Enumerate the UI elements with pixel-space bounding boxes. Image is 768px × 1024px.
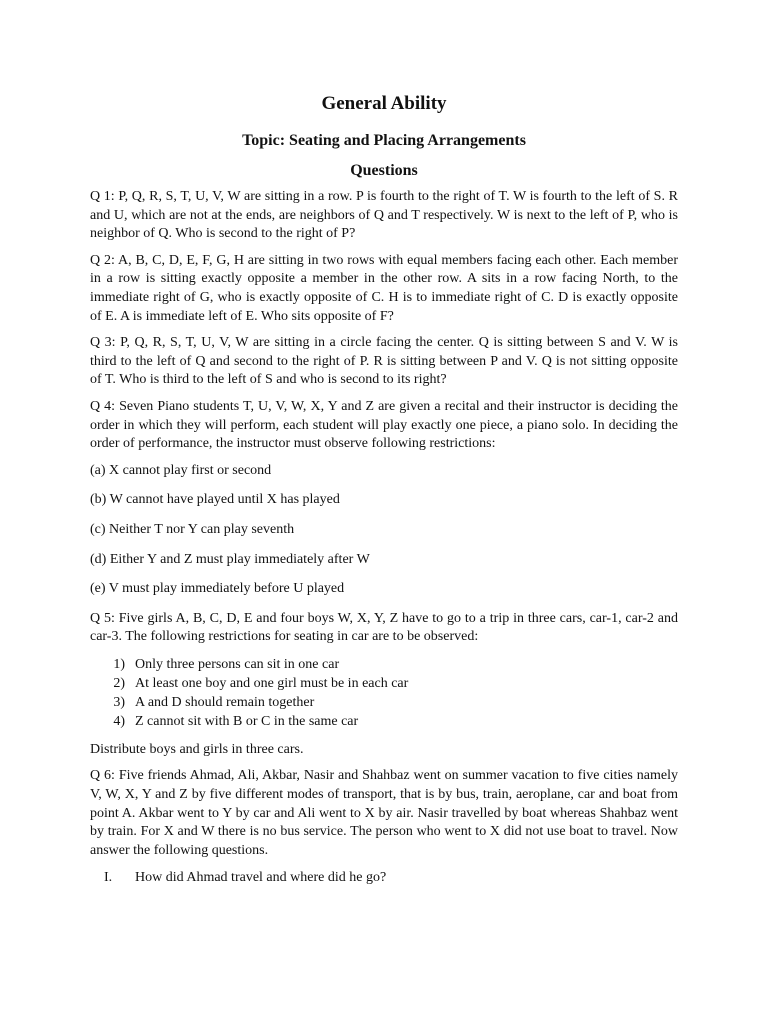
list-item-text: At least one boy and one girl must be in each car (135, 675, 409, 691)
question-6: Q 6: Five friends Ahmad, Ali, Akbar, Nasir and Shahbaz went on summer vacation to five cities namely V, W, X, Y and Z by five different modes of transport, that is by bus, train, aeroplane, car and boat from point A. Akbar went to Y by car and Ali went to X by air. Nasir travelled by boat whereas Shahbaz went by train. For X and W there is no bus service. The person who went to X did not use boat to travel. Now answer the following questions. (90, 768, 678, 858)
q4-restriction-c: (c) Neither T nor Y can play seventh (90, 521, 295, 537)
q5-closing: Distribute boys and girls in three cars. (90, 741, 304, 757)
question-2: Q 2: A, B, C, D, E, F, G, H are sitting in two rows with equal members facing each other. Each member in a row is sitting exactly opposite a member in the other row. A sits in a row facing North, to the immediate right of G, who is exactly opposite of C. H is to immediate right of C. D is exactly opposite of E. A is immediate left of E. Who sits opposite of F? (90, 252, 678, 324)
list-item-text: How did Ahmad travel and where did he go? (135, 870, 387, 886)
list-item (90, 655, 678, 674)
q4-restriction-e: (e) V must play immediately before U played (90, 581, 345, 597)
list-marker: 3) (113, 694, 125, 710)
question-3: Q 3: P, Q, R, S, T, U, V, W are sitting in a circle facing the center. Q is sitting between S and V. W is third to the left of Q and second to the right of P. R is sitting between P and V. Q is not sitting opposite of T. Who is third to the left of S and who is second to its right? (90, 335, 678, 388)
question-4: Q 4: Seven Piano students T, U, V, W, X, Y and Z are given a recital and their instructor is deciding the order in which they will perform, each student will play exactly one piece, a piano solo. In deciding the order of performance, the instructor must observe following restrictions: (90, 398, 678, 452)
question-1: Q 1: P, Q, R, S, T, U, V, W are sitting in a row. P is fourth to the right of T. W is fourth to the left of S. R and U, which are not at the ends, are neighbors of Q and T respectively. W is next to the left of P, who is neighbor of Q. Who is second to the right of P? (90, 189, 678, 242)
list-marker: 1) (113, 656, 125, 672)
list-item (90, 868, 678, 887)
list-item-text: Only three persons can sit in one car (135, 656, 340, 672)
list-marker: 4) (113, 713, 125, 729)
list-marker: 2) (113, 675, 125, 691)
list-item (90, 674, 678, 693)
q4-restriction-b: (b) W cannot have played until X has played (90, 492, 340, 508)
q4-restriction-d: (d) Either Y and Z must play immediately after W (90, 551, 370, 567)
q4-restriction-a: (a) X cannot play first or second (90, 462, 272, 478)
list-item-text: Z cannot sit with B or C in the same car (135, 713, 359, 729)
topic-heading: Topic: Seating and Placing Arrangements (242, 132, 526, 149)
question-5: Q 5: Five girls A, B, C, D, E and four boys W, X, Y, Z have to go to a trip in three cars, car-1, car-2 and car-3. The following restrictions for seating in car are to be observed: (90, 610, 678, 645)
q6-subquestion-list (90, 868, 678, 887)
list-item (90, 712, 678, 731)
document-title: General Ability (321, 93, 447, 114)
list-marker: I. (104, 870, 113, 886)
q5-restriction-list (90, 655, 678, 731)
list-item (90, 693, 678, 712)
section-heading: Questions (350, 162, 418, 179)
list-item-text: A and D should remain together (135, 694, 315, 710)
